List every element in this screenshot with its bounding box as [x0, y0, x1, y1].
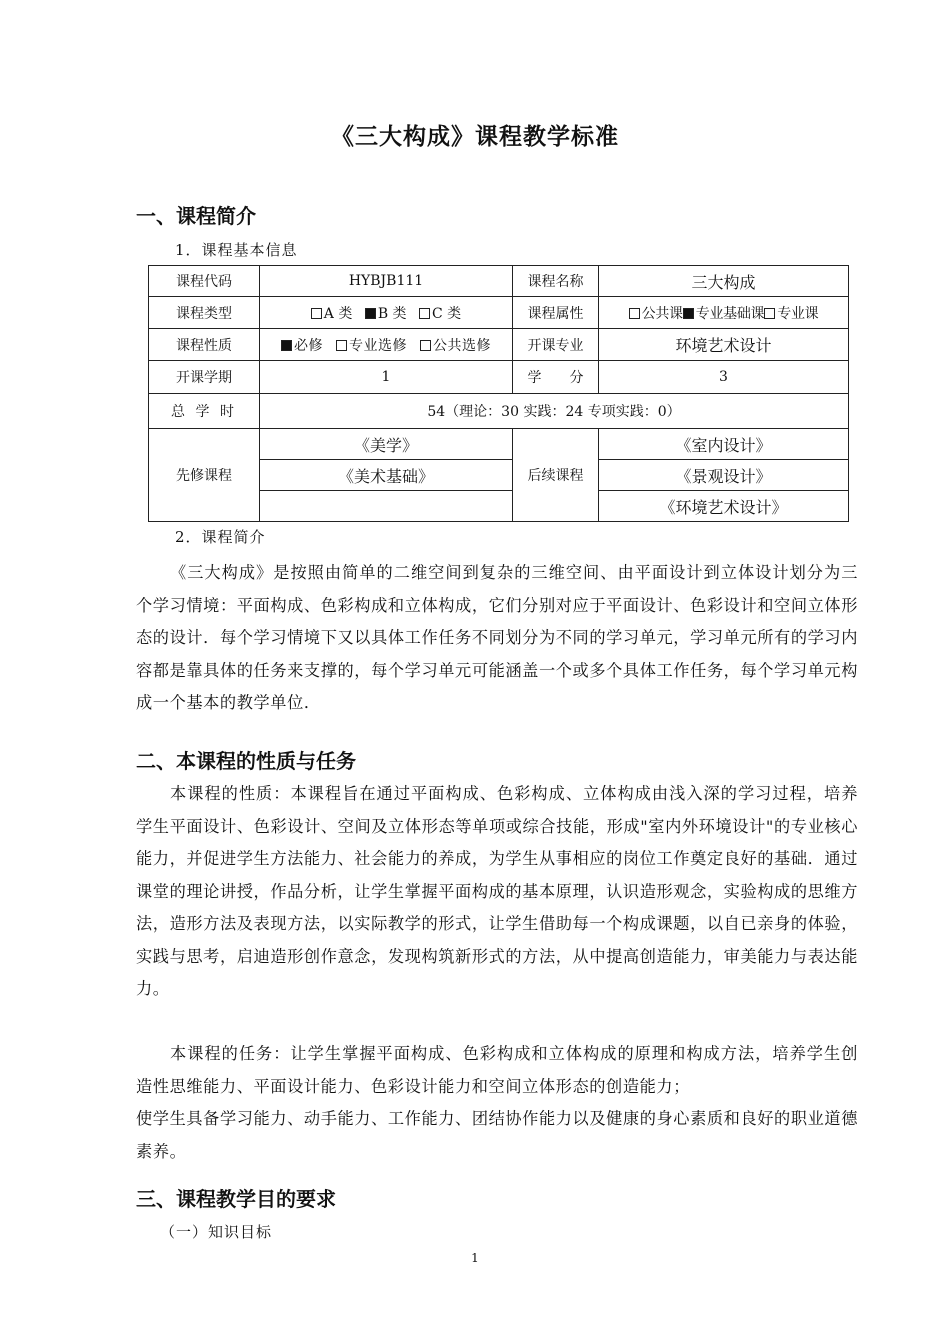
course-type-label: 课程类型: [149, 297, 260, 329]
attr-option-basic[interactable]: 专业基础课: [683, 306, 765, 322]
document-title: 《三大构成》课程教学标准: [331, 124, 619, 150]
checkbox-empty-icon: [764, 308, 775, 319]
type-option-c[interactable]: C 类: [419, 306, 461, 322]
table-row: [149, 429, 849, 460]
followup-label: 后续课程: [513, 429, 599, 522]
attr-option-major[interactable]: 专业课: [764, 306, 818, 322]
course-type-options: [260, 297, 513, 329]
course-attr-label: 课程属性: [513, 297, 599, 329]
type-option-a[interactable]: A 类: [311, 306, 353, 322]
course-nature-options: [260, 329, 513, 361]
prereq-label: 先修课程: [149, 429, 260, 522]
course-name-value: 三大构成: [599, 266, 849, 297]
type-option-b[interactable]: B 类: [365, 306, 407, 322]
table-row: [149, 361, 849, 394]
section-heading-nature-tasks: 二、本课程的性质与任务: [136, 749, 356, 773]
checkbox-empty-icon: [420, 340, 431, 351]
section-heading-intro: 一、课程简介: [136, 204, 256, 228]
hours-value: 54（理论：30 实践：24 专项实践：0）: [260, 394, 849, 429]
subheading-knowledge-goals: （一）知识目标: [160, 1223, 273, 1241]
subheading-basic-info: 1．课程基本信息: [175, 241, 298, 259]
table-row: [149, 297, 849, 329]
major-label: 开课专业: [513, 329, 599, 361]
course-name-label: 课程名称: [513, 266, 599, 297]
major-value: 环境艺术设计: [599, 329, 849, 361]
checkbox-empty-icon: [629, 308, 640, 319]
task-paragraph-continued: 使学生具备学习能力、动手能力、工作能力、团结协作能力以及健康的身心素质和良好的职业道德素养。: [136, 1109, 858, 1161]
checkbox-filled-icon: [281, 340, 292, 351]
table-row: [149, 329, 849, 361]
nature-option-public-elective[interactable]: 公共选修: [420, 338, 491, 354]
course-info-table: [148, 265, 849, 522]
checkbox-empty-icon: [311, 308, 322, 319]
course-attr-options: [599, 297, 849, 329]
checkbox-filled-icon: [683, 308, 694, 319]
nature-option-required[interactable]: 必修: [281, 338, 323, 354]
hours-label: 总 学 时: [149, 394, 260, 429]
prereq-course: 《美术基础》: [260, 460, 513, 491]
followup-course: 《室内设计》: [599, 429, 849, 460]
subheading-course-intro: 2．课程简介: [175, 528, 266, 546]
nature-paragraph: 本课程的性质：本课程旨在通过平面构成、色彩构成、立体构成由浅入深的学习过程，培养学生平面设计、色彩设计、空间及立体形态等单项或综合技能，形成"室内外环境设计"的专业核心能力，并促进学生方法能力、社会能力的养成，为学生从事相应的岗位工作奠定良好的基础．通过课堂的理论讲授，作品分析，让学生掌握平面构成的基本原理，认识造形观念，实验构成的思维方法，造形方法及表现方法，以实际教学的形式，让学生借助每一个构成课题，以自已亲身的体验，实践与思考，启迪造形创作意念，发现构筑新形式的方法，从中提高创造能力，审美能力与表达能力。: [136, 784, 858, 998]
section-heading-objectives: 三、课程教学目的要求: [136, 1187, 336, 1211]
checkbox-empty-icon: [336, 340, 347, 351]
checkbox-empty-icon: [419, 308, 430, 319]
term-label: 开课学期: [149, 361, 260, 394]
prereq-course: [260, 491, 513, 522]
checkbox-filled-icon: [365, 308, 376, 319]
task-paragraph: 本课程的任务：让学生掌握平面构成、色彩构成和立体构成的原理和构成方法，培养学生创造性思维能力、平面设计能力、色彩设计能力和空间立体形态的创造能力；: [136, 1044, 858, 1096]
prereq-course: 《美学》: [260, 429, 513, 460]
course-intro-paragraph: 《三大构成》是按照由简单的二维空间到复杂的三维空间、由平面设计到立体设计划分为三个学习情境：平面构成、色彩构成和立体构成，它们分别对应于平面设计、色彩设计和空间立体形态的设计．每个学习情境下又以具体工作任务不同划分为不同的学习单元，学习单元所有的学习内容都是靠具体的任务来支撑的，每个学习单元可能涵盖一个或多个具体工作任务，每个学习单元构成一个基本的教学单位．: [136, 563, 858, 712]
credit-label: 学 分: [513, 361, 599, 394]
course-code-value: HYBJB111: [260, 266, 513, 297]
credit-value: 3: [599, 361, 849, 394]
followup-course: 《景观设计》: [599, 460, 849, 491]
table-row: [149, 266, 849, 297]
table-row: [149, 394, 849, 429]
attr-option-public[interactable]: 公共课: [629, 306, 683, 322]
term-value: 1: [260, 361, 513, 394]
course-code-label: 课程代码: [149, 266, 260, 297]
course-nature-label: 课程性质: [149, 329, 260, 361]
followup-course: 《环境艺术设计》: [599, 491, 849, 522]
nature-option-major-elective[interactable]: 专业选修: [336, 338, 407, 354]
page-number: 1: [471, 1251, 479, 1265]
